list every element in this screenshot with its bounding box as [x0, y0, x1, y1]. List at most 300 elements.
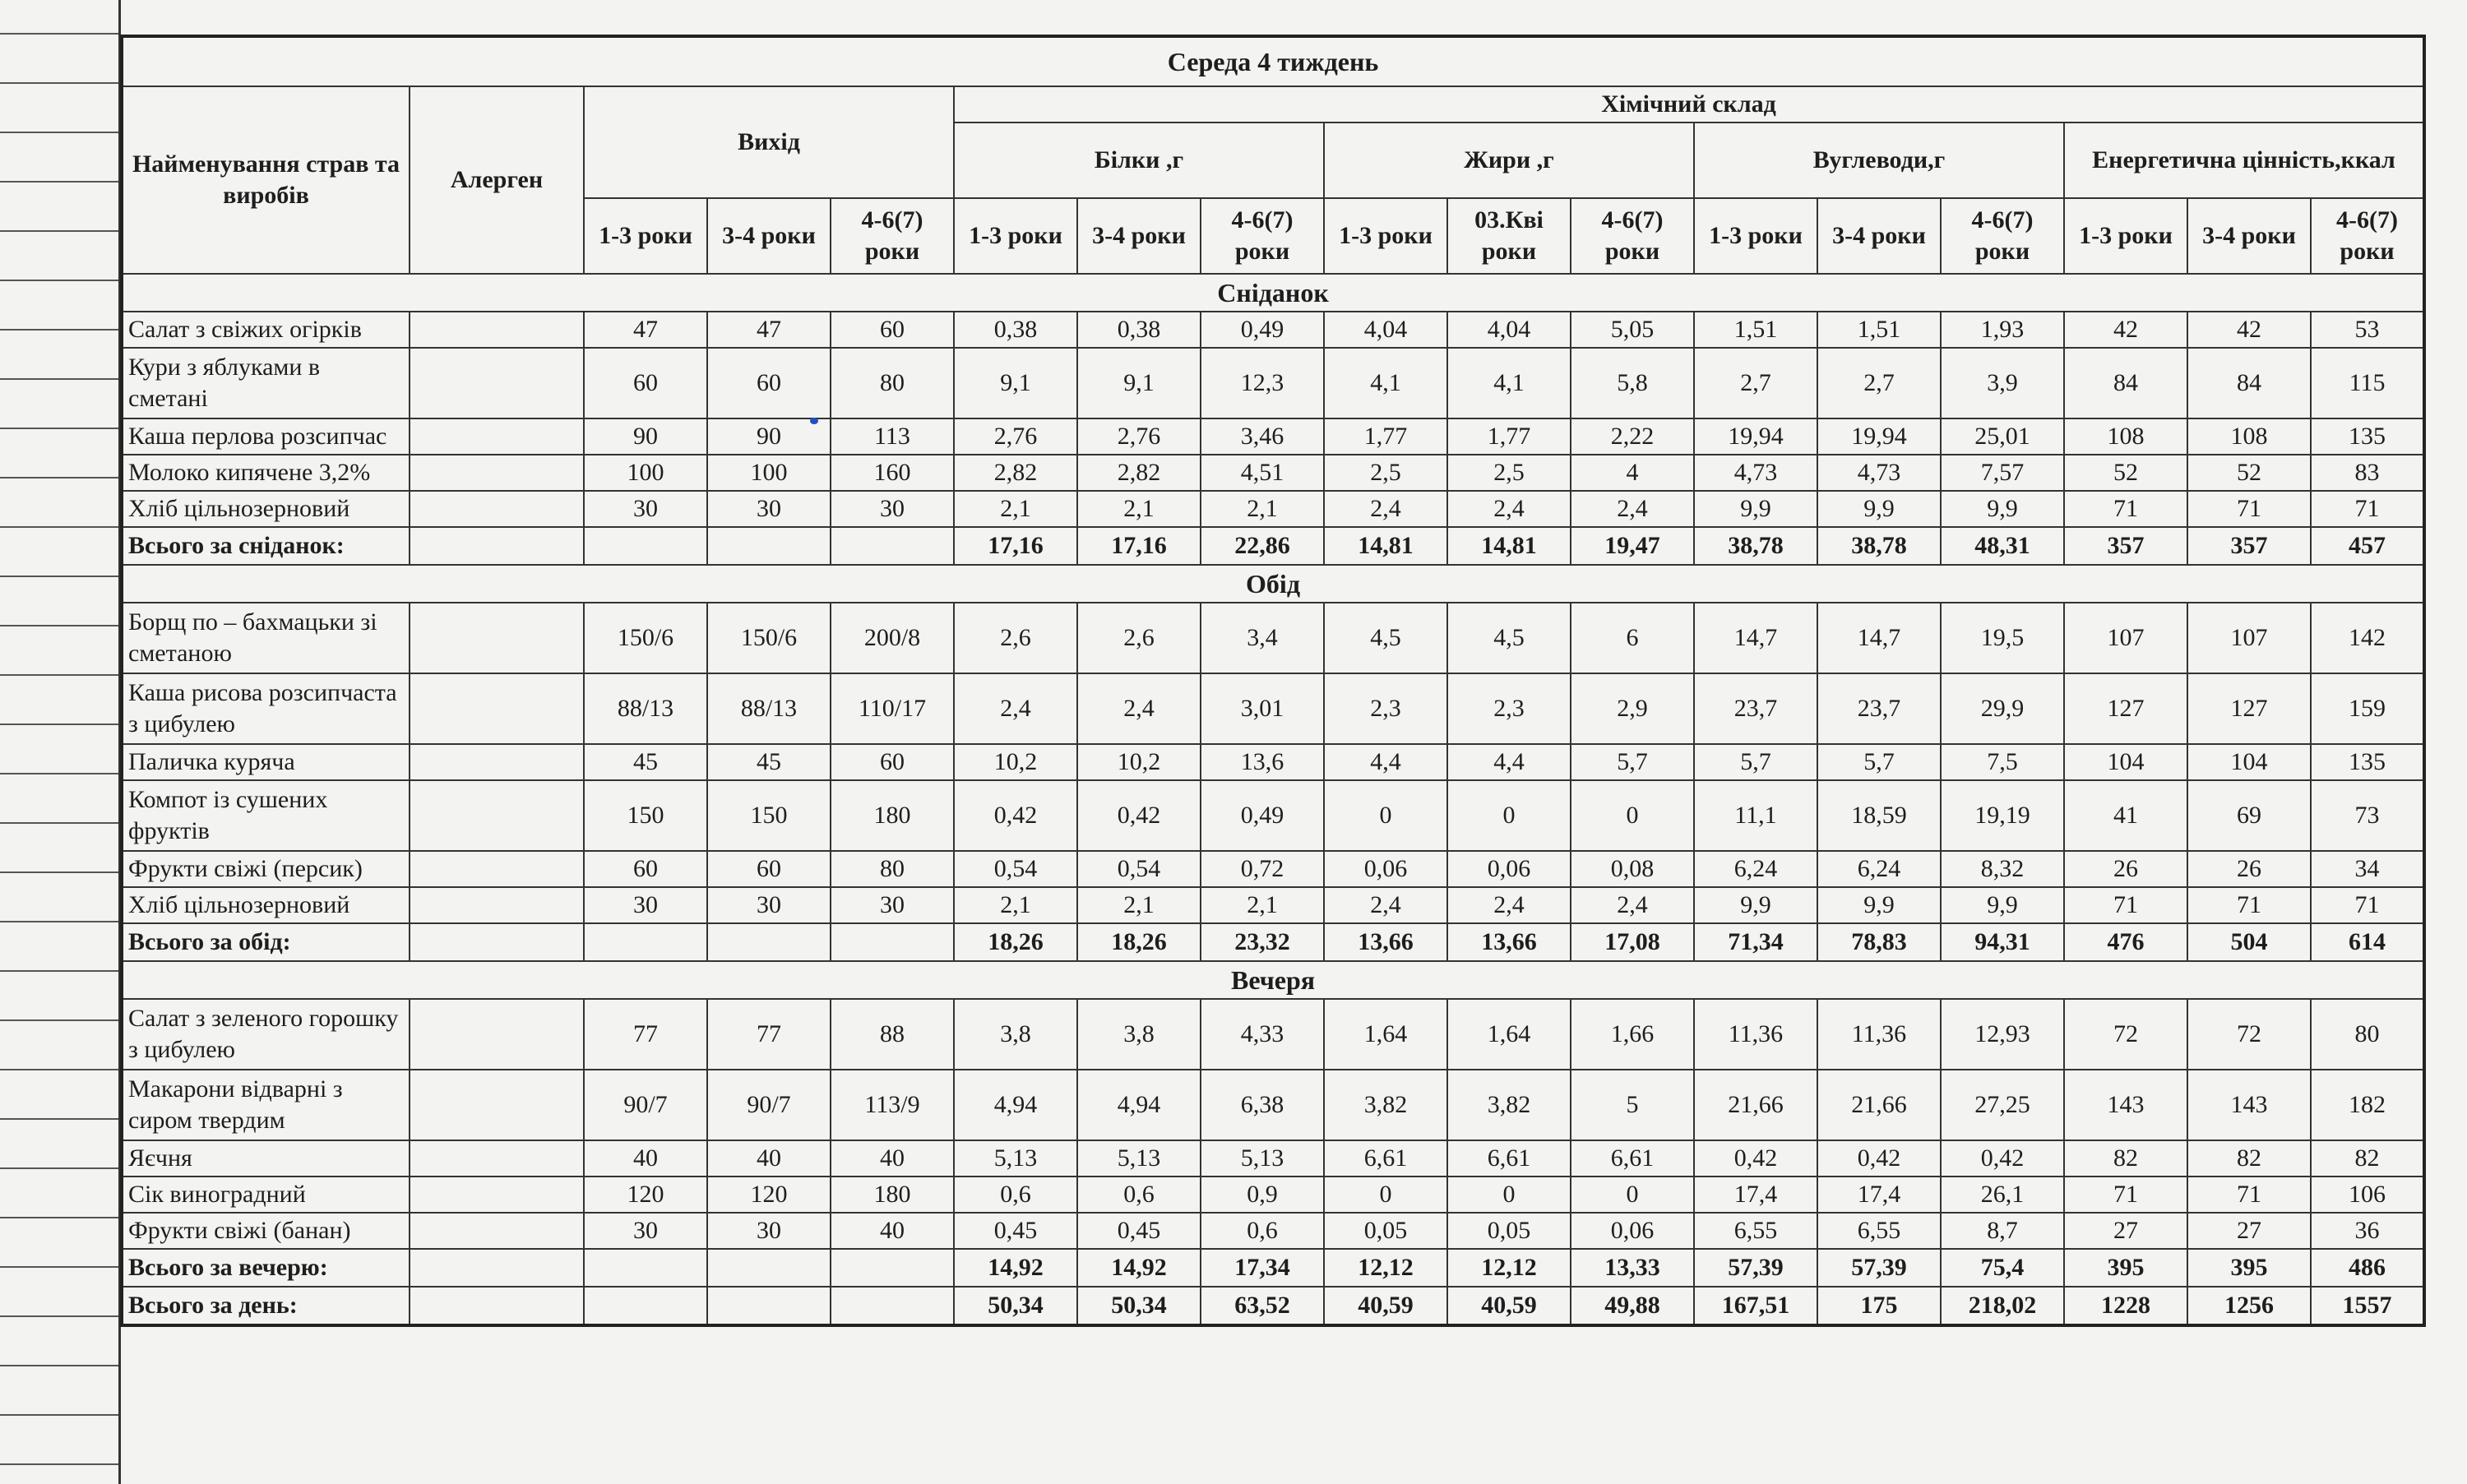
dish-name: Сік виноградний [122, 1177, 410, 1213]
ink-dot [810, 418, 818, 424]
allergen-cell [410, 1177, 584, 1213]
allergen-cell [410, 673, 584, 744]
value-cell: 71 [2187, 1177, 2311, 1213]
value-cell: 60 [831, 312, 954, 348]
age-header-11: 4-6(7) роки [1941, 198, 2064, 274]
value-cell: 9,9 [1941, 887, 2064, 923]
menu-sheet [120, 35, 2423, 1327]
value-cell: 27 [2064, 1213, 2187, 1249]
allergen-cell [410, 527, 584, 565]
value-cell: 0 [1324, 1177, 1447, 1213]
value-cell: 4,4 [1447, 744, 1571, 780]
value-cell: 13,6 [1201, 744, 1324, 780]
header-allergen: Алерген [410, 86, 584, 274]
value-cell: 17,4 [1694, 1177, 1817, 1213]
dish-name: Кури з яблуками в сметані [122, 348, 410, 418]
value-cell: 2,4 [954, 673, 1077, 744]
value-cell: 82 [2064, 1140, 2187, 1177]
value-cell: 23,7 [1694, 673, 1817, 744]
value-cell: 73 [2311, 780, 2424, 851]
value-cell: 40 [707, 1140, 831, 1177]
value-cell: 17,34 [1201, 1249, 1324, 1287]
dish-name: Каша рисова розсипчаста з цибулею [122, 673, 410, 744]
value-cell: 8,7 [1941, 1213, 2064, 1249]
value-cell: 9,9 [1941, 491, 2064, 527]
value-cell: 26 [2064, 851, 2187, 887]
value-cell: 77 [584, 999, 707, 1070]
value-cell: 135 [2311, 418, 2424, 455]
value-cell: 6,55 [1817, 1213, 1941, 1249]
value-cell: 0,05 [1447, 1213, 1571, 1249]
value-cell: 3,9 [1941, 348, 2064, 418]
value-cell: 84 [2187, 348, 2311, 418]
value-cell: 82 [2311, 1140, 2424, 1177]
table-row [122, 887, 2424, 923]
value-cell: 9,9 [1694, 887, 1817, 923]
value-cell: 4,1 [1324, 348, 1447, 418]
value-cell: 2,5 [1447, 455, 1571, 491]
dish-name: Борщ по – бахмацьки зі сметаною [122, 603, 410, 673]
value-cell: 2,7 [1817, 348, 1941, 418]
value-cell: 5,13 [1077, 1140, 1201, 1177]
value-cell: 0,6 [954, 1177, 1077, 1213]
value-cell: 49,88 [1571, 1287, 1694, 1325]
value-cell: 75,4 [1941, 1249, 2064, 1287]
value-cell: 200/8 [831, 603, 954, 673]
value-cell: 34 [2311, 851, 2424, 887]
value-cell [831, 923, 954, 961]
value-cell: 18,59 [1817, 780, 1941, 851]
value-cell: 0,06 [1447, 851, 1571, 887]
allergen-cell [410, 923, 584, 961]
value-cell: 42 [2187, 312, 2311, 348]
value-cell: 2,1 [1201, 491, 1324, 527]
age-header-6: 1-3 роки [1324, 198, 1447, 274]
value-cell: 12,12 [1447, 1249, 1571, 1287]
value-cell: 26 [2187, 851, 2311, 887]
header-proteins: Білки ,г [954, 123, 1324, 198]
dish-name: Всього за сніданок: [122, 527, 410, 565]
allergen-cell [410, 418, 584, 455]
value-cell: 4,51 [1201, 455, 1324, 491]
value-cell: 108 [2187, 418, 2311, 455]
value-cell: 12,12 [1324, 1249, 1447, 1287]
table-row [122, 780, 2424, 851]
value-cell: 9,9 [1817, 887, 1941, 923]
value-cell: 17,4 [1817, 1177, 1941, 1213]
value-cell: 0,05 [1324, 1213, 1447, 1249]
allergen-cell [410, 999, 584, 1070]
table-row [122, 1070, 2424, 1140]
value-cell: 1,64 [1324, 999, 1447, 1070]
value-cell: 14,92 [954, 1249, 1077, 1287]
dish-name: Салат з свіжих огірків [122, 312, 410, 348]
value-cell: 40 [584, 1140, 707, 1177]
value-cell: 0,54 [954, 851, 1077, 887]
age-header-13: 3-4 роки [2187, 198, 2311, 274]
value-cell: 0,6 [1077, 1177, 1201, 1213]
age-header-4: 3-4 роки [1077, 198, 1201, 274]
value-cell: 2,1 [1077, 887, 1201, 923]
table-row [122, 999, 2424, 1070]
value-cell: 1,51 [1694, 312, 1817, 348]
value-cell: 0,54 [1077, 851, 1201, 887]
value-cell: 2,4 [1571, 887, 1694, 923]
value-cell: 9,9 [1694, 491, 1817, 527]
section-row [122, 274, 2424, 312]
allergen-cell [410, 1070, 584, 1140]
age-header-10: 3-4 роки [1817, 198, 1941, 274]
table-row [122, 603, 2424, 673]
value-cell: 395 [2187, 1249, 2311, 1287]
value-cell: 60 [707, 851, 831, 887]
value-cell: 5,8 [1571, 348, 1694, 418]
value-cell: 19,5 [1941, 603, 2064, 673]
value-cell: 180 [831, 1177, 954, 1213]
value-cell: 104 [2187, 744, 2311, 780]
value-cell: 2,4 [1324, 887, 1447, 923]
value-cell: 71 [2311, 491, 2424, 527]
value-cell: 1557 [2311, 1287, 2424, 1325]
value-cell: 2,5 [1324, 455, 1447, 491]
value-cell: 6,61 [1447, 1140, 1571, 1177]
section-row [122, 565, 2424, 603]
value-cell: 26,1 [1941, 1177, 2064, 1213]
value-cell: 0,42 [1817, 1140, 1941, 1177]
value-cell: 71 [2187, 491, 2311, 527]
value-cell: 110/17 [831, 673, 954, 744]
age-header-14: 4-6(7) роки [2311, 198, 2424, 274]
value-cell: 357 [2187, 527, 2311, 565]
value-cell: 0,45 [1077, 1213, 1201, 1249]
value-cell: 0,42 [954, 780, 1077, 851]
value-cell: 60 [584, 348, 707, 418]
value-cell: 6,24 [1817, 851, 1941, 887]
value-cell: 19,47 [1571, 527, 1694, 565]
header-carbs: Вуглеводи,г [1694, 123, 2064, 198]
value-cell: 90 [584, 418, 707, 455]
value-cell: 50,34 [954, 1287, 1077, 1325]
value-cell: 10,2 [1077, 744, 1201, 780]
header-energy: Енергетична цінність,ккал [2064, 123, 2424, 198]
allergen-cell [410, 1213, 584, 1249]
allergen-cell [410, 851, 584, 887]
value-cell: 504 [2187, 923, 2311, 961]
value-cell: 47 [707, 312, 831, 348]
value-cell: 13,66 [1447, 923, 1571, 961]
total-row [122, 923, 2424, 961]
value-cell: 71 [2064, 1177, 2187, 1213]
allergen-cell [410, 780, 584, 851]
value-cell: 60 [707, 348, 831, 418]
section-title: Вечеря [122, 961, 2424, 999]
value-cell: 27,25 [1941, 1070, 2064, 1140]
age-header-12: 1-3 роки [2064, 198, 2187, 274]
value-cell: 25,01 [1941, 418, 2064, 455]
value-cell: 1,93 [1941, 312, 2064, 348]
value-cell: 107 [2187, 603, 2311, 673]
value-cell: 4,04 [1447, 312, 1571, 348]
age-header-2: 4-6(7) роки [831, 198, 954, 274]
value-cell: 4,94 [1077, 1070, 1201, 1140]
value-cell: 2,4 [1447, 887, 1571, 923]
value-cell: 19,94 [1694, 418, 1817, 455]
allergen-cell [410, 603, 584, 673]
value-cell: 0,49 [1201, 780, 1324, 851]
value-cell: 40,59 [1324, 1287, 1447, 1325]
value-cell: 614 [2311, 923, 2424, 961]
value-cell [584, 1287, 707, 1325]
value-cell: 1,64 [1447, 999, 1571, 1070]
value-cell: 4,4 [1324, 744, 1447, 780]
value-cell: 12,93 [1941, 999, 2064, 1070]
value-cell: 127 [2064, 673, 2187, 744]
value-cell: 30 [831, 887, 954, 923]
value-cell: 2,82 [1077, 455, 1201, 491]
value-cell: 80 [2311, 999, 2424, 1070]
value-cell: 7,57 [1941, 455, 2064, 491]
value-cell: 71 [2064, 887, 2187, 923]
allergen-cell [410, 1140, 584, 1177]
allergen-cell [410, 1249, 584, 1287]
value-cell: 30 [707, 1213, 831, 1249]
notebook-margin-lines [0, 0, 120, 1484]
table-row [122, 851, 2424, 887]
value-cell: 40 [831, 1213, 954, 1249]
age-header-3: 1-3 роки [954, 198, 1077, 274]
value-cell: 142 [2311, 603, 2424, 673]
value-cell: 13,33 [1571, 1249, 1694, 1287]
table-row [122, 348, 2424, 418]
value-cell: 0 [1571, 780, 1694, 851]
age-header-5: 4-6(7) роки [1201, 198, 1324, 274]
value-cell: 14,81 [1324, 527, 1447, 565]
value-cell: 113/9 [831, 1070, 954, 1140]
section-row [122, 961, 2424, 999]
header-fats: Жири ,г [1324, 123, 1694, 198]
dish-name: Всього за обід: [122, 923, 410, 961]
value-cell: 108 [2064, 418, 2187, 455]
value-cell [707, 1249, 831, 1287]
total-row [122, 527, 2424, 565]
value-cell: 90 [707, 418, 831, 455]
table-body [122, 274, 2424, 1325]
value-cell: 41 [2064, 780, 2187, 851]
value-cell: 6,61 [1324, 1140, 1447, 1177]
value-cell: 90/7 [584, 1070, 707, 1140]
value-cell: 50,34 [1077, 1287, 1201, 1325]
value-cell: 113 [831, 418, 954, 455]
age-header-9: 1-3 роки [1694, 198, 1817, 274]
value-cell: 0,06 [1324, 851, 1447, 887]
value-cell: 3,82 [1324, 1070, 1447, 1140]
value-cell: 19,19 [1941, 780, 2064, 851]
value-cell: 11,36 [1817, 999, 1941, 1070]
value-cell: 8,32 [1941, 851, 2064, 887]
value-cell: 3,4 [1201, 603, 1324, 673]
value-cell: 11,1 [1694, 780, 1817, 851]
allergen-cell [410, 455, 584, 491]
allergen-cell [410, 744, 584, 780]
value-cell: 4 [1571, 455, 1694, 491]
value-cell: 71 [2187, 887, 2311, 923]
value-cell: 120 [584, 1177, 707, 1213]
value-cell: 77 [707, 999, 831, 1070]
value-cell: 457 [2311, 527, 2424, 565]
allergen-cell [410, 348, 584, 418]
value-cell: 30 [584, 491, 707, 527]
value-cell: 0,9 [1201, 1177, 1324, 1213]
value-cell: 0,6 [1201, 1213, 1324, 1249]
value-cell: 52 [2187, 455, 2311, 491]
value-cell: 57,39 [1817, 1249, 1941, 1287]
value-cell: 1,66 [1571, 999, 1694, 1070]
value-cell: 88 [831, 999, 954, 1070]
value-cell: 23,32 [1201, 923, 1324, 961]
value-cell [707, 923, 831, 961]
dish-name: Яєчня [122, 1140, 410, 1177]
value-cell: 1,51 [1817, 312, 1941, 348]
value-cell: 2,1 [1077, 491, 1201, 527]
table-row [122, 418, 2424, 455]
value-cell: 486 [2311, 1249, 2424, 1287]
value-cell: 2,1 [954, 491, 1077, 527]
value-cell: 3,46 [1201, 418, 1324, 455]
table-row [122, 1177, 2424, 1213]
value-cell: 57,39 [1694, 1249, 1817, 1287]
value-cell: 115 [2311, 348, 2424, 418]
value-cell: 80 [831, 348, 954, 418]
value-cell: 1,77 [1324, 418, 1447, 455]
dish-name: Всього за день: [122, 1287, 410, 1325]
age-header-7: 03.Кві роки [1447, 198, 1571, 274]
value-cell: 10,2 [954, 744, 1077, 780]
value-cell: 150/6 [707, 603, 831, 673]
value-cell: 182 [2311, 1070, 2424, 1140]
value-cell: 90/7 [707, 1070, 831, 1140]
value-cell: 21,66 [1694, 1070, 1817, 1140]
value-cell: 2,9 [1571, 673, 1694, 744]
allergen-cell [410, 312, 584, 348]
header-output: Вихід [584, 86, 954, 198]
value-cell: 2,4 [1447, 491, 1571, 527]
value-cell: 22,86 [1201, 527, 1324, 565]
table-title: Середа 4 тиждень [122, 36, 2424, 86]
value-cell: 2,6 [1077, 603, 1201, 673]
value-cell: 71 [2311, 887, 2424, 923]
value-cell: 9,1 [1077, 348, 1201, 418]
dish-name: Паличка куряча [122, 744, 410, 780]
value-cell: 53 [2311, 312, 2424, 348]
value-cell: 80 [831, 851, 954, 887]
value-cell: 7,5 [1941, 744, 2064, 780]
age-header-8: 4-6(7) роки [1571, 198, 1694, 274]
value-cell: 17,08 [1571, 923, 1694, 961]
value-cell: 2,76 [954, 418, 1077, 455]
value-cell: 9,1 [954, 348, 1077, 418]
value-cell: 11,36 [1694, 999, 1817, 1070]
allergen-cell [410, 491, 584, 527]
value-cell: 78,83 [1817, 923, 1941, 961]
section-title: Обід [122, 565, 2424, 603]
value-cell: 143 [2064, 1070, 2187, 1140]
value-cell: 3,8 [954, 999, 1077, 1070]
dish-name: Хліб цільнозерновий [122, 491, 410, 527]
value-cell: 52 [2064, 455, 2187, 491]
value-cell: 175 [1817, 1287, 1941, 1325]
table-row [122, 455, 2424, 491]
value-cell: 2,22 [1571, 418, 1694, 455]
value-cell: 2,76 [1077, 418, 1201, 455]
value-cell [584, 527, 707, 565]
value-cell: 135 [2311, 744, 2424, 780]
dish-name: Компот із сушених фруктів [122, 780, 410, 851]
value-cell: 94,31 [1941, 923, 2064, 961]
value-cell: 0,42 [1941, 1140, 2064, 1177]
value-cell: 19,94 [1817, 418, 1941, 455]
value-cell: 3,8 [1077, 999, 1201, 1070]
value-cell: 18,26 [954, 923, 1077, 961]
value-cell: 4,94 [954, 1070, 1077, 1140]
allergen-cell [410, 887, 584, 923]
value-cell: 4,73 [1817, 455, 1941, 491]
value-cell: 0,06 [1571, 1213, 1694, 1249]
value-cell: 2,3 [1447, 673, 1571, 744]
dish-name: Каша перлова розсипчас [122, 418, 410, 455]
value-cell: 1256 [2187, 1287, 2311, 1325]
value-cell: 4,33 [1201, 999, 1324, 1070]
value-cell: 150 [584, 780, 707, 851]
value-cell: 180 [831, 780, 954, 851]
dish-name: Фрукти свіжі (банан) [122, 1213, 410, 1249]
table-row [122, 673, 2424, 744]
value-cell: 84 [2064, 348, 2187, 418]
value-cell [831, 1249, 954, 1287]
value-cell [584, 923, 707, 961]
value-cell: 2,6 [954, 603, 1077, 673]
value-cell: 6,24 [1694, 851, 1817, 887]
dish-name: Всього за вечерю: [122, 1249, 410, 1287]
value-cell: 357 [2064, 527, 2187, 565]
value-cell: 18,26 [1077, 923, 1201, 961]
value-cell: 23,7 [1817, 673, 1941, 744]
section-title: Сніданок [122, 274, 2424, 312]
value-cell: 6,38 [1201, 1070, 1324, 1140]
value-cell [584, 1249, 707, 1287]
value-cell: 3,82 [1447, 1070, 1571, 1140]
value-cell: 5,05 [1571, 312, 1694, 348]
value-cell: 71 [2064, 491, 2187, 527]
value-cell: 6,55 [1694, 1213, 1817, 1249]
value-cell: 106 [2311, 1177, 2424, 1213]
value-cell: 48,31 [1941, 527, 2064, 565]
value-cell: 30 [831, 491, 954, 527]
value-cell: 30 [707, 887, 831, 923]
value-cell: 14,7 [1817, 603, 1941, 673]
value-cell: 0,38 [1077, 312, 1201, 348]
total-row [122, 1287, 2424, 1325]
menu-table [120, 35, 2426, 1327]
value-cell: 2,4 [1324, 491, 1447, 527]
value-cell [831, 527, 954, 565]
value-cell: 150/6 [584, 603, 707, 673]
value-cell: 6,61 [1571, 1140, 1694, 1177]
value-cell: 40 [831, 1140, 954, 1177]
value-cell: 14,7 [1694, 603, 1817, 673]
value-cell: 5,7 [1571, 744, 1694, 780]
value-cell: 72 [2187, 999, 2311, 1070]
value-cell: 160 [831, 455, 954, 491]
